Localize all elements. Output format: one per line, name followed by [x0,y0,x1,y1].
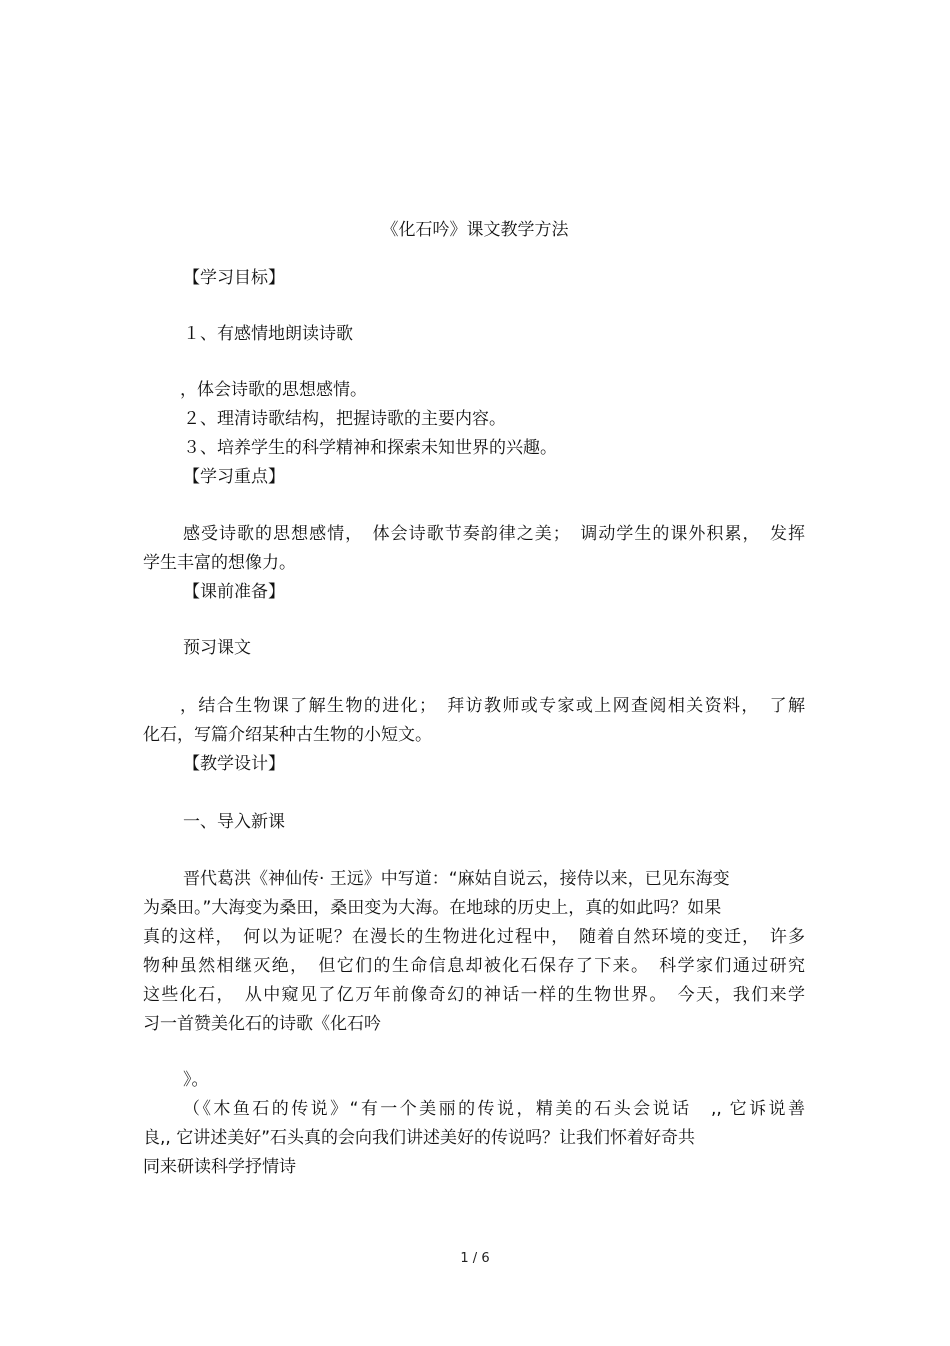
quote-line: 良,, 它讲述美好”石头真的会向我们讲述美好的传说吗？让我们怀着好奇共 [143,1128,696,1148]
intro-line: 真的这样， 何以为证呢？在漫长的生物进化过程中， 随着自然环境的变迁， 许多 [143,927,805,947]
intro-line: 物种虽然相继灭绝， 但它们的生命信息却被化石保存了下来。 科学家们通过研究 [143,956,805,976]
prep-heading: 【课前准备】 [183,582,285,602]
prep-text-line-3: 化石，写篇介绍某种古生物的小短文。 [143,725,432,745]
intro-line: 晋代葛洪《神仙传· 王远》中写道：“麻姑自说云，接侍以来，已见东海变 [183,869,730,889]
document-title: 《化石吟》课文教学方法 [381,220,569,240]
intro-line: 这些化石， 从中窥见了亿万年前像奇幻的神话一样的生物世界。 今天，我们来学 [143,985,805,1005]
focus-text-line-1: 感受诗歌的思想感情， 体会诗歌节奏韵律之美； 调动学生的课外积累， 发挥 [183,524,805,544]
prep-text-line-2: ，结合生物课了解生物的进化； 拜访教师或专家或上网查阅相关资料， 了解 [180,696,805,716]
design-heading: 【教学设计】 [183,754,285,774]
intro-line: 为桑田。”大海变为桑田，桑田变为大海。在地球的历史上，真的如此吗？如果 [143,898,722,918]
prep-text-line-1: 预习课文 [183,638,251,658]
objective-1-part-b: ，体会诗歌的思想感情。 [180,380,367,400]
focus-text-line-2: 学生丰富的想像力。 [143,553,296,573]
focus-heading: 【学习重点】 [183,467,285,487]
part-1-heading: 一、导入新课 [183,812,285,832]
objective-1-part-a: １、有感情地朗读诗歌 [183,324,353,344]
objective-2: ２、理清诗歌结构，把握诗歌的主要内容。 [183,409,506,429]
quote-line: （《木鱼石的传说》“有一个美丽的传说，精美的石头会说话 ,, 它诉说善 [183,1099,805,1119]
objectives-heading: 【学习目标】 [183,268,285,288]
objective-3: ３、培养学生的科学精神和探索未知世界的兴趣。 [183,438,557,458]
intro-line: 习一首赞美化石的诗歌《化石吟 [143,1014,381,1034]
page-number: 1 / 6 [460,1251,490,1266]
quote-line: 同来研读科学抒情诗 [143,1157,296,1177]
intro-close: 》。 [183,1070,209,1090]
